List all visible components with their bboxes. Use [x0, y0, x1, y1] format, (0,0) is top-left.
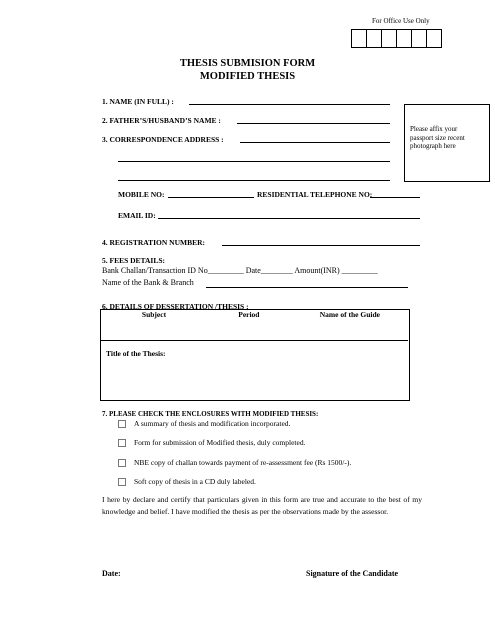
checkbox-icon[interactable] — [118, 459, 126, 467]
fees-label: 5. FEES DETAILS: — [102, 256, 166, 265]
registration-field[interactable] — [222, 245, 420, 246]
challan-details: Bank Challan/Transaction ID No_________ Date________ Amount(INR) _________ — [102, 266, 378, 275]
bank-field[interactable] — [206, 287, 408, 288]
dissertation-label: 6. DETAILS OF DESSERTATION /THESIS : — [102, 302, 249, 311]
address-field-line-1[interactable] — [240, 142, 390, 143]
office-use-boxes — [352, 29, 442, 48]
signature-label: Signature of the Candidate — [306, 569, 399, 578]
bank-label: Name of the Bank & Branch — [102, 278, 194, 287]
subject-header: Subject — [141, 310, 167, 319]
enclosure-item[interactable]: NBE copy of challan towards payment of re-assessment fee (Rs 1500/-). — [118, 458, 351, 467]
email-label: EMAIL ID: — [118, 211, 156, 220]
enclosure-item[interactable]: Form for submission of Modified thesis, duly completed. — [118, 438, 305, 447]
photo-box[interactable] — [404, 104, 490, 182]
office-box[interactable] — [351, 29, 367, 48]
mobile-field[interactable] — [168, 197, 254, 198]
mobile-label: MOBILE NO: — [118, 190, 165, 199]
office-box[interactable] — [366, 29, 382, 48]
photo-instruction: Please affix your passport size recent photograph here — [410, 125, 465, 151]
residential-phone-label: RESIDENTIAL TELEPHONE NO: — [257, 190, 373, 199]
email-field[interactable] — [158, 218, 420, 219]
office-box[interactable] — [381, 29, 397, 48]
form-subtitle: MODIFIED THESIS — [199, 71, 296, 82]
declaration-text: I here by declare and certify that particulars given in this form are true and accurate to the best of my knowledge and belief. I have modified the thesis as per the observations made by the assessor. — [102, 495, 422, 516]
enclosures-heading: 7. PLEASE CHECK THE ENCLOSURES WITH MODIFIED THESIS: — [102, 410, 319, 418]
enclosure-item[interactable]: Soft copy of thesis in a CD duly labeled. — [118, 477, 256, 486]
checkbox-icon[interactable] — [118, 439, 126, 447]
office-use-label: For Office Use Only — [372, 17, 430, 25]
date-label: Date: — [102, 569, 121, 578]
address-label: 3. CORRESPONDENCE ADDRESS : — [102, 135, 224, 144]
thesis-title-label: Title of the Thesis: — [106, 349, 166, 358]
office-box[interactable] — [426, 29, 442, 48]
enclosure-item[interactable]: A summary of thesis and modification incorporated. — [118, 419, 290, 428]
thesis-table — [102, 309, 408, 321]
father-name-field[interactable] — [237, 123, 390, 124]
name-field[interactable] — [189, 104, 390, 105]
name-label: 1. NAME (IN FULL) : — [102, 97, 174, 106]
period-header: Period — [238, 310, 260, 319]
office-box[interactable] — [396, 29, 412, 48]
checkbox-icon[interactable] — [118, 420, 126, 428]
residential-phone-field[interactable] — [370, 197, 420, 198]
office-box[interactable] — [411, 29, 427, 48]
address-field-line-3[interactable] — [118, 180, 390, 181]
father-name-label: 2. FATHER’S/HUSBAND’S NAME : — [102, 116, 221, 125]
registration-label: 4. REGISTRATION NUMBER: — [102, 238, 205, 247]
address-field-line-2[interactable] — [118, 161, 390, 162]
thesis-divider — [100, 340, 408, 341]
guide-header: Name of the Guide — [319, 310, 380, 319]
checkbox-icon[interactable] — [118, 478, 126, 486]
form-title: THESIS SUBMISION FORM — [179, 58, 316, 69]
